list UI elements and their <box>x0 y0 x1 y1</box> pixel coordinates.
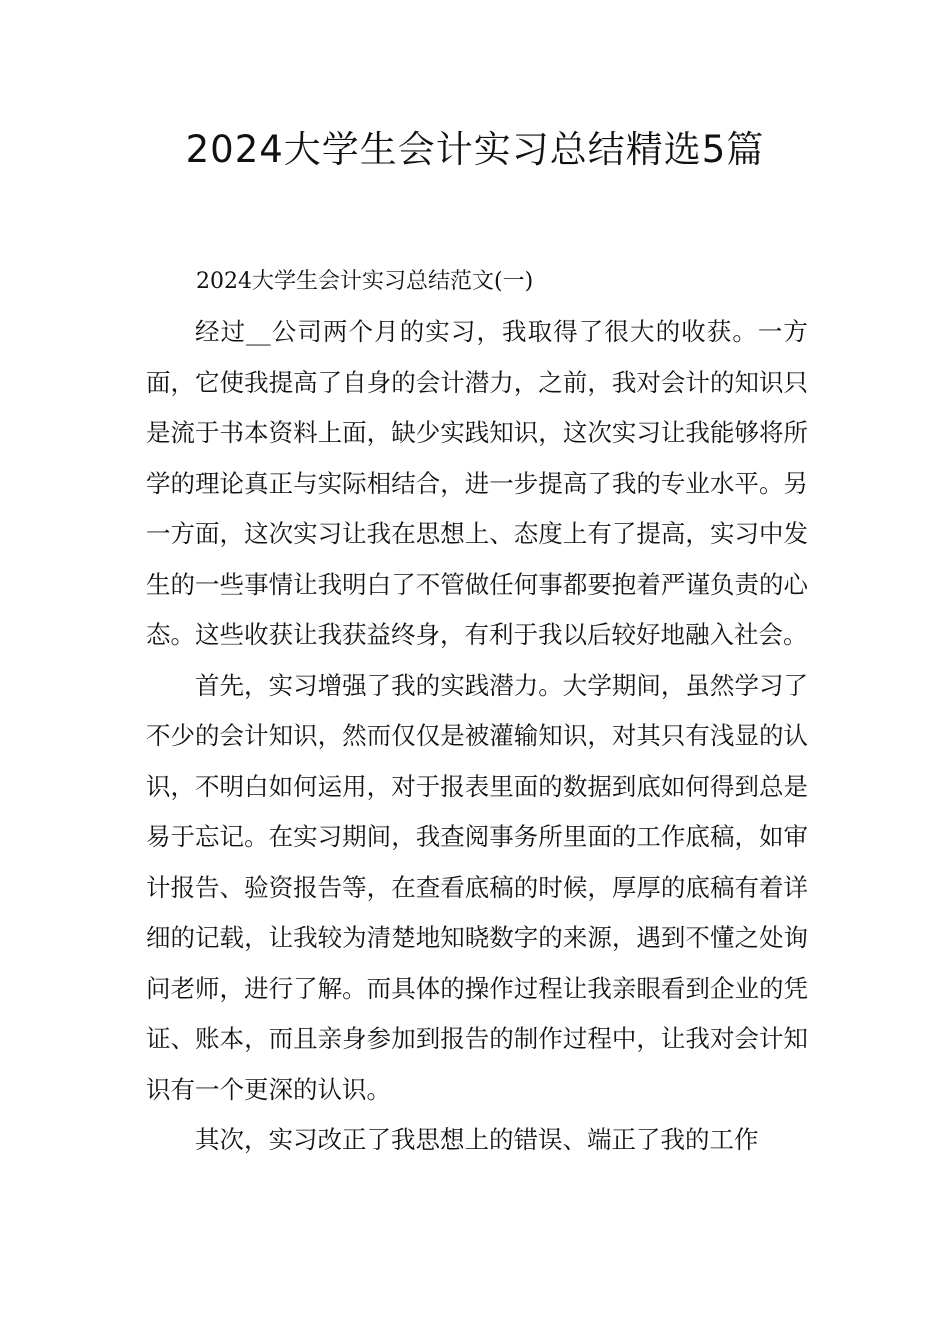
paragraph-3: 其次，实习改正了我思想上的错误、端正了我的工作 <box>195 1125 759 1154</box>
section-heading: 2024大学生会计实习总结范文(一) <box>196 269 534 294</box>
document-body <box>146 257 808 1166</box>
document-title: 2024大学生会计实习总结精选5篇 <box>185 128 765 171</box>
paragraph-2: 首先，实习增强了我的实践潜力。大学期间，虽然学习了不少的会计知识，然而仅仅是被灌输知识，对其只有浅显的认识，不明白如何运用，对于报表里面的数据到底如何得到总是易于忘记。在实习期间，我查阅事务所里面的工作底稿，如审计报告、验资报告等，在查看底稿的时候，厚厚的底稿有着详细的记载，让我较为清楚地知晓数字的来源，遇到不懂之处询问老师，进行了解。而具体的操作过程让我亲眼看到企业的凭证、账本，而且亲身参加到报告的制作过程中，让我对会计知识有一个更深的认识。 <box>146 670 808 1104</box>
paragraph-1: 经过__公司两个月的实习，我取得了很大的收获。一方面，它使我提高了自身的会计潜力，之前，我对会计的知识只是流于书本资料上面，缺少实践知识，这次实习让我能够将所学的理论真正与实际相结合，进一步提高了我的专业水平。另一方面，这次实习让我在思想上、态度上有了提高，实习中发生的一些事情让我明白了不管做任何事都要抱着严谨负责的心态。这些收获让我获益终身，有利于我以后较好地融入社会。 <box>146 317 808 649</box>
